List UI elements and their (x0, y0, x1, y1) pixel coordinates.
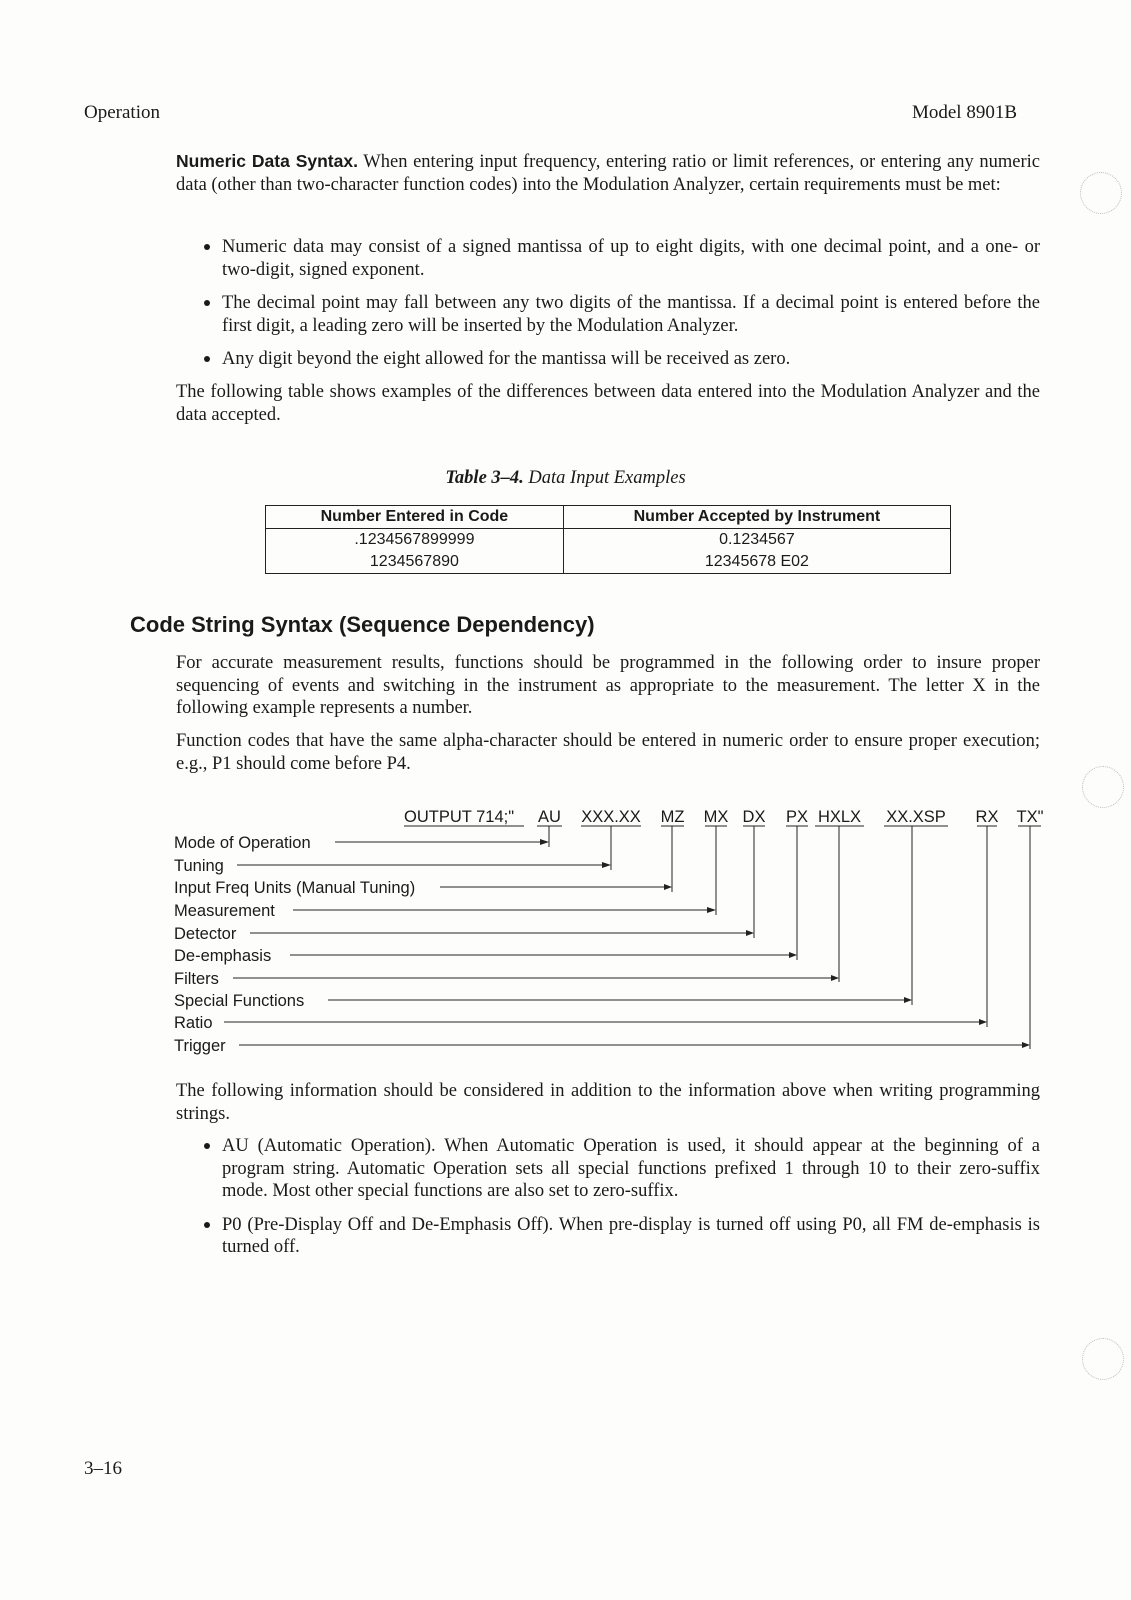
code-dx: DX (742, 808, 766, 826)
numeric-syntax-paragraph (176, 150, 1040, 196)
binder-hole-mark (1082, 1338, 1124, 1380)
table-intro-paragraph: The following table shows examples of the differences between data entered into the Modulation Analyzer and the data accepted. (176, 382, 1040, 425)
column-header: Number Accepted by Instrument (563, 506, 950, 529)
list-item: P0 (Pre-Display Off and De-Emphasis Off). When pre-display is turned off using P0, all FM de-emphasis is turned off. (176, 1214, 1040, 1259)
binder-hole-mark (1082, 766, 1124, 808)
table-cell: 0.1234567 (563, 529, 950, 552)
label-mode-of-operation: Mode of Operation (174, 834, 311, 852)
table-caption (0, 468, 1131, 489)
page-number: 3–16 (84, 1458, 122, 1479)
table-header-row (266, 506, 951, 529)
code-tuning: XXX.XX (581, 808, 641, 826)
binder-hole-mark (1080, 172, 1122, 214)
list-item: AU (Automatic Operation). When Automatic Operation is used, it should appear at the beginning of a program string. Automatic Operation sets all special functions prefixed 1 through 10 to their zero-suffix mode. Most other special functions are also set to zero-suffix. (176, 1135, 1040, 1203)
code-string-paragraph-1: For accurate measurement results, functions should be programmed in the following order to insure proper sequencing of events and switching in the instrument as appropriate to the measurement. The letter X in the following example represents a number. (176, 653, 1040, 718)
code-rx: RX (975, 808, 999, 826)
list-item: The decimal point may fall between any two digits of the mantissa. If a decimal point is entered before the first digit, a leading zero will be inserted by the Modulation Analyzer. (176, 292, 1040, 337)
list-item: Numeric data may consist of a signed mantissa of up to eight digits, with one decimal point, and a one- or two-digit, signed exponent. (176, 236, 1040, 281)
after-bullets (176, 1135, 1040, 1270)
label-special-functions: Special Functions (174, 992, 305, 1010)
label-detector: Detector (174, 925, 237, 943)
label-input-freq-units: Input Freq Units (Manual Tuning) (174, 879, 416, 897)
code-mx: MX (703, 808, 729, 826)
table-cell: .1234567899999 (266, 529, 564, 552)
data-input-table (265, 505, 951, 574)
table-row (266, 529, 951, 552)
code-tx: TX" (1016, 808, 1044, 826)
label-trigger: Trigger (174, 1037, 226, 1055)
label-tuning: Tuning (174, 857, 224, 875)
label-measurement: Measurement (174, 902, 275, 920)
numeric-syntax-bullets (176, 236, 1040, 382)
list-item: Any digit beyond the eight allowed for the mantissa will be received as zero. (176, 348, 1040, 371)
diagram-prefix: OUTPUT 714;" (404, 808, 515, 826)
code-string-paragraph-2: Function codes that have the same alpha-character should be entered in numeric order to ensure proper execution; e.g., P1 should come before P4. (176, 731, 1040, 774)
label-filters: Filters (174, 970, 219, 988)
table-cell: 12345678 E02 (563, 551, 950, 574)
after-intro-paragraph: The following information should be considered in addition to the information above when writing programming strings. (176, 1081, 1040, 1124)
code-string-diagram (0, 800, 1131, 1080)
table-caption-title: Data Input Examples (528, 468, 686, 488)
table-cell: 1234567890 (266, 551, 564, 574)
label-ratio: Ratio (174, 1014, 213, 1032)
table-caption-label: Table 3–4. (445, 468, 524, 488)
numeric-syntax-heading: Numeric Data Syntax. (176, 151, 358, 171)
code-mz: MZ (660, 808, 685, 826)
code-au: AU (538, 808, 561, 826)
code-hxlx: HXLX (817, 808, 862, 826)
section-title: Code String Syntax (Sequence Dependency) (130, 612, 595, 637)
table-row (266, 551, 951, 574)
running-header-model: Model 8901B (911, 102, 1017, 123)
code-px: PX (785, 808, 809, 826)
column-header: Number Entered in Code (266, 506, 564, 529)
numeric-syntax-intro: When entering input frequency, entering ratio or limit references, or entering any numeric data (other than two-character function codes) into the Modulation Analyzer, certain requirements must be met: (176, 152, 1040, 195)
label-de-emphasis: De-emphasis (174, 947, 272, 965)
code-xxxsp: XX.XSP (886, 808, 946, 826)
running-header-section: Operation (84, 102, 160, 123)
